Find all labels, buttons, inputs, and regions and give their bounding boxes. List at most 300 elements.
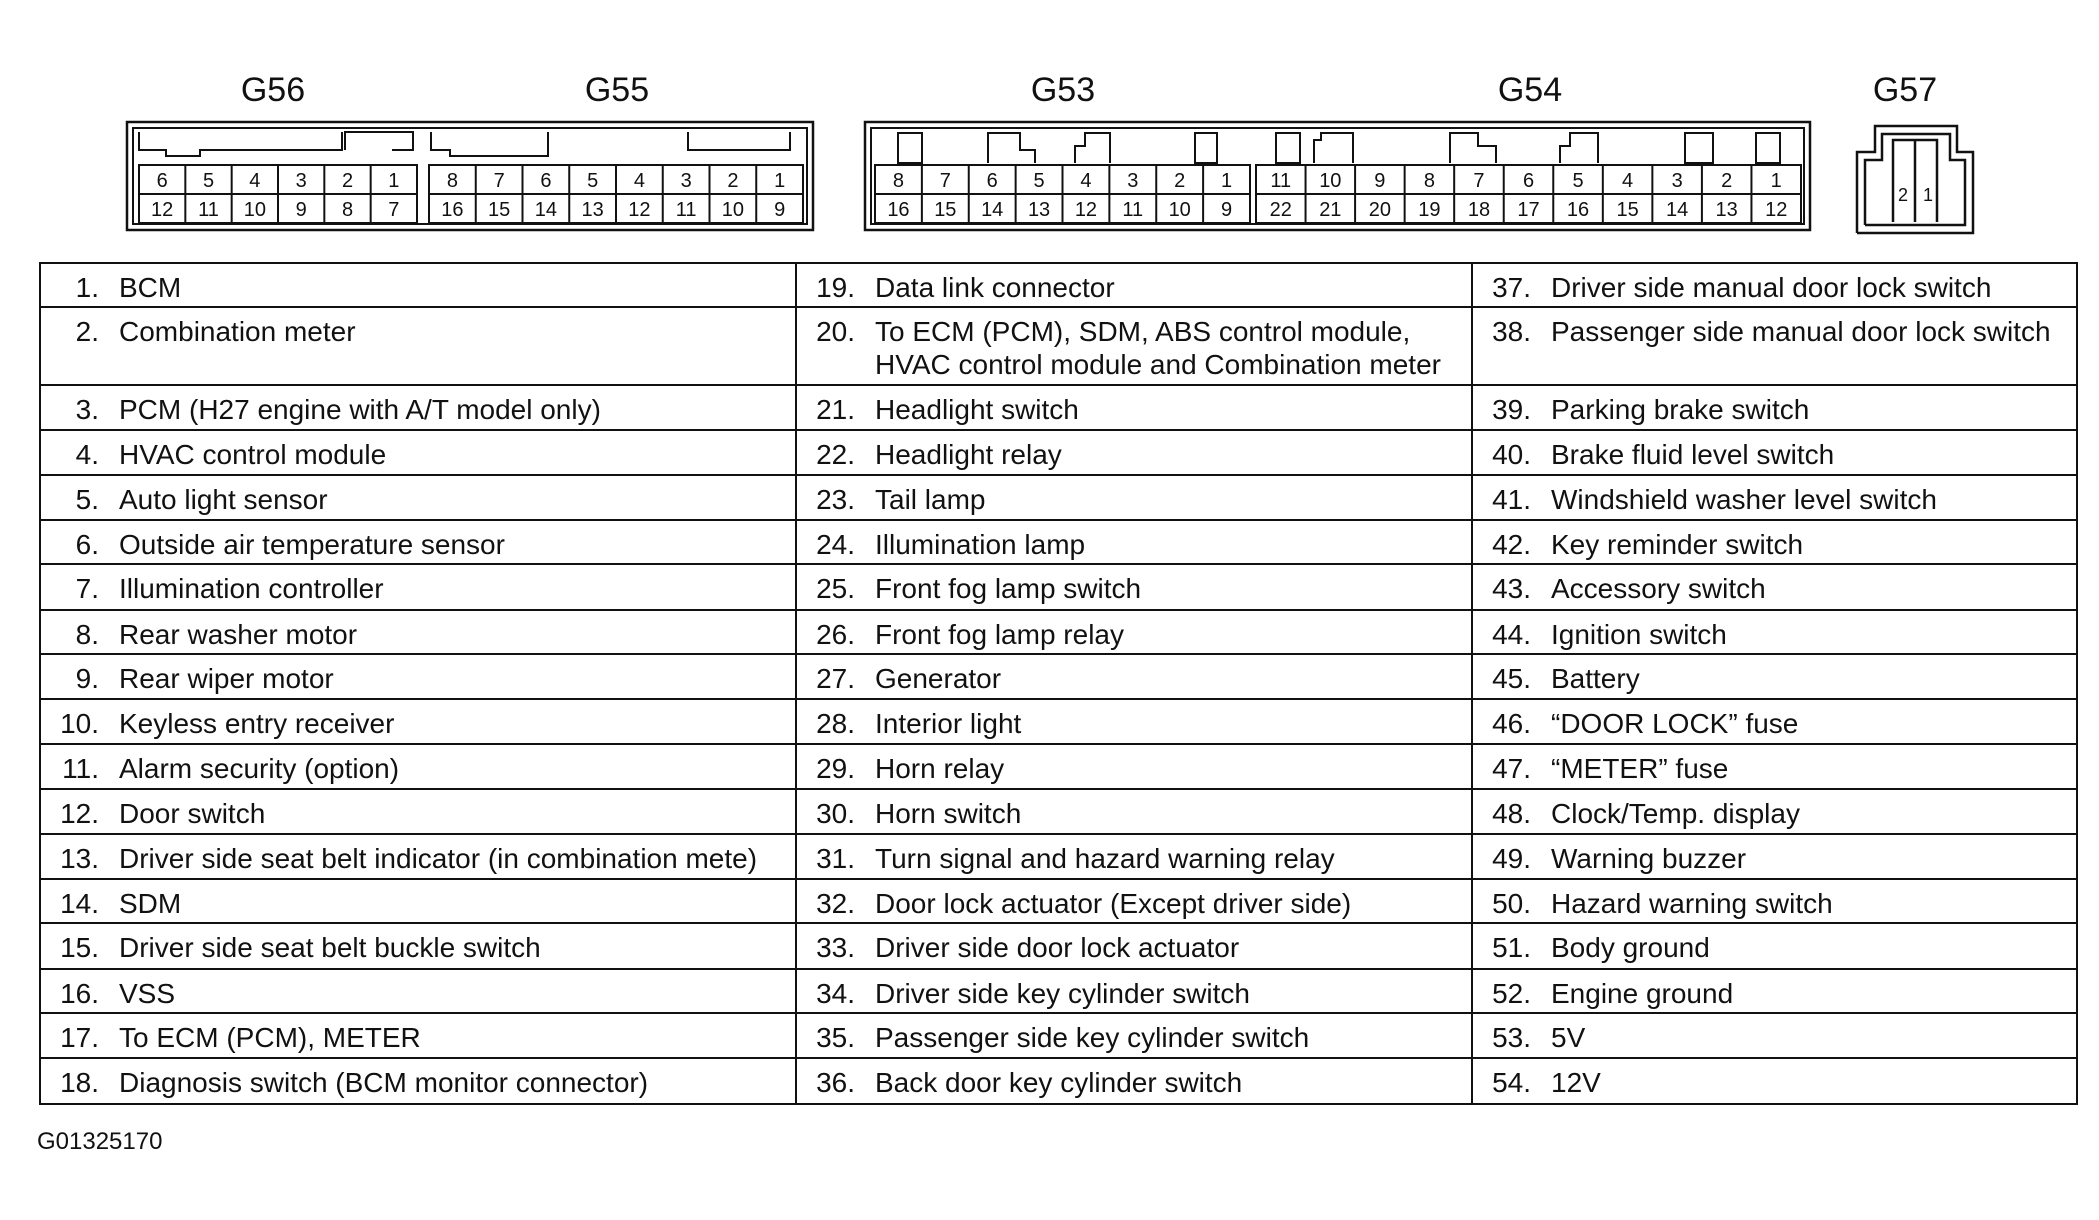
legend-item	[41, 655, 795, 695]
legend-cell	[796, 879, 1472, 923]
legend-label: Driver side key cylinder switch	[875, 977, 1250, 1009]
legend-label: Driver side seat belt buckle switch	[119, 932, 541, 964]
pin-number-g55: 12	[628, 199, 651, 221]
legend-number: 17.	[60, 1022, 99, 1053]
pin-number-g53: 9	[1221, 199, 1233, 221]
legend-cell	[1472, 263, 2077, 307]
legend-item	[41, 611, 795, 651]
legend-item	[1473, 521, 2076, 561]
legend-label: Auto light sensor	[119, 483, 328, 515]
pin-number-g55: 13	[581, 199, 604, 221]
legend-item	[1473, 970, 2076, 1010]
legend-item	[1473, 1059, 2076, 1099]
legend-label: Generator	[875, 663, 1002, 694]
legend-item	[797, 431, 1471, 471]
legend-label: Battery	[1551, 663, 1640, 694]
legend-item	[797, 835, 1471, 875]
legend-label: Driver side seat belt indicator (in combination mete)	[119, 842, 758, 874]
legend-item	[41, 431, 795, 471]
legend-item	[797, 565, 1471, 605]
legend-item	[1473, 611, 2076, 651]
legend-number: 46.	[1492, 708, 1531, 740]
pin-number-g53: 2	[1174, 170, 1186, 192]
legend-number: 21.	[816, 393, 855, 425]
pin-number-g54: 14	[1666, 199, 1689, 221]
legend-label: Turn signal and hazard warning relay	[875, 842, 1335, 874]
legend-item	[797, 924, 1471, 964]
legend-item	[797, 1014, 1471, 1054]
pin-number-g55: 14	[534, 199, 557, 221]
pin-number-g55: 7	[493, 170, 505, 192]
legend-row	[40, 385, 2077, 430]
legend-number: 45.	[1492, 663, 1531, 694]
legend-cell	[40, 1013, 796, 1058]
legend-cell	[796, 923, 1472, 968]
legend-cell	[1472, 610, 2077, 654]
legend-item	[1473, 1014, 2076, 1054]
legend-item	[1473, 924, 2076, 964]
legend-label: Clock/Temp. display	[1551, 798, 1800, 830]
legend-label: Front fog lamp switch	[875, 573, 1142, 605]
legend-cell	[40, 879, 796, 923]
legend-cell	[40, 1058, 796, 1104]
pin-number-g54: 7	[1473, 170, 1485, 192]
legend-number: 22.	[816, 439, 855, 471]
legend-label: Passenger side key cylinder switch	[875, 1022, 1310, 1053]
legend-number: 44.	[1492, 618, 1531, 650]
legend-label: PCM (H27 engine with A/T model only)	[119, 393, 601, 425]
legend-number: 16.	[60, 977, 99, 1009]
legend-item	[797, 1059, 1471, 1099]
pin-number-g53: 5	[1033, 170, 1045, 192]
pin-number-g55: 3	[680, 170, 692, 192]
legend-cell	[40, 475, 796, 520]
legend-row	[40, 879, 2077, 923]
legend-label: Driver side manual door lock switch	[1551, 272, 1992, 303]
legend-number: 32.	[816, 887, 855, 919]
connector-title-g56: G56	[240, 71, 306, 109]
legend-number: 18.	[60, 1067, 99, 1099]
legend-row	[40, 923, 2077, 968]
legend-cell	[796, 654, 1472, 699]
pin-number-g54: 22	[1269, 199, 1292, 221]
legend-number: 14.	[60, 887, 99, 919]
legend-cell	[796, 475, 1472, 520]
legend-number: 6.	[75, 528, 99, 560]
pin-number-g56: 8	[341, 199, 354, 221]
legend-row	[40, 1058, 2077, 1104]
legend-item	[1473, 308, 2076, 348]
legend-row	[40, 475, 2077, 520]
legend-label: HVAC control module	[119, 439, 387, 471]
legend-label: Door lock actuator (Except driver side)	[875, 887, 1352, 919]
legend-cell	[796, 430, 1472, 474]
legend-row	[40, 307, 2077, 384]
legend-item	[41, 835, 795, 875]
pin-number-g54: 3	[1671, 170, 1683, 192]
legend-cell	[1472, 879, 2077, 923]
legend-item	[41, 880, 795, 920]
pin-number-g57: 1	[1922, 185, 1934, 205]
figure-id: G01325170	[37, 1128, 163, 1155]
legend-number: 3.	[75, 393, 99, 425]
legend-item	[1473, 386, 2076, 426]
legend-label: Windshield washer level switch	[1551, 483, 1937, 515]
legend-item	[1473, 835, 2076, 875]
legend-item	[797, 521, 1471, 561]
legend-item	[1473, 431, 2076, 471]
legend-number: 9.	[75, 663, 99, 694]
pin-number-g53: 16	[887, 199, 910, 221]
legend-cell	[40, 923, 796, 968]
legend-item	[41, 790, 795, 830]
legend-item	[797, 970, 1471, 1010]
legend-row	[40, 969, 2077, 1013]
legend-item	[1473, 655, 2076, 695]
pin-number-g54: 20	[1368, 199, 1391, 221]
connector-title-g53: G53	[1030, 71, 1096, 109]
legend-label: Parking brake switch	[1551, 393, 1810, 425]
legend-number: 15.	[60, 932, 99, 964]
legend-item	[41, 476, 795, 516]
legend-item	[41, 308, 795, 348]
pin-number-g54: 21	[1319, 199, 1342, 221]
pin-number-g55: 9	[774, 199, 786, 221]
legend-item	[41, 745, 795, 785]
legend-row	[40, 744, 2077, 789]
legend-number: 19.	[816, 272, 855, 303]
legend-cell	[1472, 923, 2077, 968]
connector-title-g55: G55	[584, 71, 650, 109]
legend-item	[1473, 476, 2076, 516]
legend-item	[797, 745, 1471, 785]
legend-item	[797, 476, 1471, 516]
legend-number: 30.	[816, 798, 855, 830]
legend-cell	[1472, 969, 2077, 1013]
pin-grids	[139, 165, 1801, 223]
legend-cell	[796, 564, 1472, 609]
legend-cell	[40, 610, 796, 654]
legend-number: 52.	[1492, 977, 1531, 1009]
pin-number-g54: 4	[1622, 170, 1634, 192]
legend-cell	[40, 307, 796, 384]
legend-label: Headlight relay	[875, 439, 1062, 471]
legend-label: Brake fluid level switch	[1551, 439, 1835, 471]
legend-cell	[40, 263, 796, 307]
legend-row	[40, 520, 2077, 564]
legend-cell	[796, 1058, 1472, 1104]
legend-number: 1.	[75, 272, 99, 303]
pin-number-g55: 5	[587, 170, 599, 192]
pin-number-g53: 13	[1027, 199, 1051, 221]
pin-number-g54: 13	[1715, 199, 1738, 221]
legend-cell	[1472, 1013, 2077, 1058]
legend-label: Warning buzzer	[1551, 842, 1747, 874]
legend-number: 41.	[1492, 483, 1531, 515]
legend-cell	[796, 834, 1472, 879]
legend-number: 31.	[816, 842, 855, 874]
legend-number: 20.	[816, 316, 855, 348]
legend-label: BCM	[119, 272, 182, 303]
legend-item	[797, 611, 1471, 651]
legend-number: 25.	[816, 573, 855, 605]
pin-number-g55: 11	[675, 199, 697, 221]
legend-label: Outside air temperature sensor	[119, 528, 505, 560]
legend-number: 29.	[816, 752, 855, 784]
pin-number-g53: 7	[939, 170, 951, 192]
legend-cell	[40, 969, 796, 1013]
pin-number-g53: 3	[1127, 170, 1139, 192]
legend-number: 24.	[816, 528, 855, 560]
legend-number: 26.	[816, 618, 855, 650]
legend-row	[40, 1013, 2077, 1058]
legend-number: 40.	[1492, 439, 1531, 471]
legend-item	[1473, 700, 2076, 740]
legend-cell	[40, 385, 796, 430]
legend-row	[40, 699, 2077, 743]
pin-number-g54: 9	[1374, 170, 1386, 192]
legend-number: 49.	[1492, 842, 1531, 874]
legend-label: 5V	[1551, 1022, 1586, 1053]
legend-cell	[40, 789, 796, 833]
legend-cell	[1472, 789, 2077, 833]
legend-label: Alarm security (option)	[119, 752, 400, 784]
legend-label: Combination meter	[119, 316, 356, 348]
legend-cell	[1472, 564, 2077, 609]
pin-number-g53: 8	[892, 170, 904, 192]
legend-label: Tail lamp	[875, 483, 986, 515]
legend-item	[797, 880, 1471, 920]
legend-cell	[40, 430, 796, 474]
connector-diagram	[0, 0, 2099, 262]
legend-item	[797, 655, 1471, 695]
pin-number-g56: 10	[243, 199, 266, 221]
legend-label: Illumination controller	[119, 573, 384, 605]
legend-row	[40, 654, 2077, 699]
legend-label: Door switch	[119, 798, 266, 830]
pin-number-g54: 6	[1522, 170, 1535, 192]
legend-number: 23.	[816, 483, 855, 515]
legend-number: 48.	[1492, 798, 1531, 830]
pin-number-g55: 16	[441, 199, 464, 221]
legend-label: Engine ground	[1551, 977, 1734, 1009]
legend-label: Body ground	[1551, 932, 1710, 964]
legend-number: 28.	[816, 708, 855, 740]
legend-label: To ECM (PCM), SDM, ABS control module, HVAC control module and Combination meter	[875, 316, 1441, 381]
legend-label: Rear washer motor	[119, 618, 358, 650]
legend-number: 10.	[60, 708, 99, 740]
legend-number: 43.	[1492, 573, 1531, 605]
legend-number: 7.	[75, 573, 99, 605]
legend-label: Key reminder switch	[1551, 528, 1804, 560]
pin-number-g54: 5	[1572, 170, 1584, 192]
pin-number-g55: 15	[488, 199, 511, 221]
connector-title-g57: G57	[1872, 71, 1938, 109]
legend-label: “METER” fuse	[1551, 752, 1729, 784]
pin-number-g54: 18	[1467, 199, 1491, 221]
legend-item	[797, 386, 1471, 426]
pin-number-g56: 9	[295, 199, 307, 221]
legend-label: Diagnosis switch (BCM monitor connector)	[119, 1067, 649, 1099]
legend-row	[40, 834, 2077, 879]
legend-cell	[796, 610, 1472, 654]
legend-label: Horn switch	[875, 798, 1022, 830]
legend-item	[797, 790, 1471, 830]
legend-cell	[796, 1013, 1472, 1058]
legend-number: 51.	[1492, 932, 1531, 964]
pin-number-g54: 12	[1765, 199, 1788, 221]
pin-number-g57: 2	[1897, 185, 1909, 205]
legend-item	[1473, 745, 2076, 785]
legend-cell	[1472, 1058, 2077, 1104]
legend-cell	[796, 520, 1472, 564]
pin-number-g54: 10	[1319, 170, 1342, 192]
pin-number-g55: 4	[633, 170, 645, 192]
legend-label: “DOOR LOCK” fuse	[1551, 708, 1799, 740]
legend-cell	[1472, 654, 2077, 699]
pin-number-g56: 4	[249, 170, 261, 192]
legend-item	[41, 264, 795, 304]
pin-number-g53: 4	[1080, 170, 1092, 192]
pin-number-g56: 6	[156, 170, 168, 192]
legend-label: Hazard warning switch	[1551, 887, 1833, 919]
pin-number-g56: 12	[151, 199, 174, 221]
legend-label: Headlight switch	[875, 393, 1079, 425]
pin-number-g53: 12	[1074, 199, 1098, 221]
legend-number: 33.	[816, 932, 855, 964]
legend-cell	[1472, 834, 2077, 879]
legend-cell	[796, 307, 1472, 384]
pin-number-g53: 6	[986, 170, 998, 192]
legend-cell	[1472, 744, 2077, 789]
legend-label: Accessory switch	[1551, 573, 1766, 605]
pin-number-g56: 2	[341, 170, 354, 192]
pin-number-g54: 11	[1270, 170, 1292, 192]
legend-number: 54.	[1492, 1067, 1531, 1099]
legend-label: Ignition switch	[1551, 618, 1727, 650]
legend-cell	[796, 263, 1472, 307]
legend-label: Rear wiper motor	[119, 663, 334, 694]
legend-item	[1473, 880, 2076, 920]
pin-number-g55: 6	[540, 170, 552, 192]
legend-number: 38.	[1492, 316, 1531, 348]
legend-row	[40, 430, 2077, 474]
legend-cell	[40, 564, 796, 609]
legend-item	[41, 521, 795, 561]
legend-cell	[1472, 430, 2077, 474]
legend-cell	[796, 969, 1472, 1013]
legend-label: Front fog lamp relay	[875, 618, 1124, 650]
legend-label: Keyless entry receiver	[119, 708, 395, 740]
legend-number: 4.	[75, 439, 99, 471]
legend-item	[41, 700, 795, 740]
legend-row	[40, 610, 2077, 654]
pin-number-g56: 3	[295, 170, 307, 192]
legend-item	[1473, 565, 2076, 605]
legend-cell	[796, 385, 1472, 430]
legend-number: 53.	[1492, 1022, 1531, 1053]
legend-label: Passenger side manual door lock switch	[1551, 316, 2051, 348]
pin-number-g55: 8	[446, 170, 458, 192]
legend-number: 27.	[816, 663, 855, 694]
pin-number-g53: 14	[981, 199, 1004, 221]
pin-number-g54: 2	[1721, 170, 1733, 192]
legend-cell	[1472, 307, 2077, 384]
legend-number: 50.	[1492, 887, 1531, 919]
legend-item	[41, 386, 795, 426]
pin-number-g54: 19	[1418, 199, 1441, 221]
legend-number: 47.	[1492, 752, 1531, 784]
legend-number: 34.	[816, 977, 855, 1009]
legend-number: 5.	[75, 483, 99, 515]
legend-item	[41, 970, 795, 1010]
legend-label: Illumination lamp	[875, 528, 1086, 560]
legend-cell	[40, 520, 796, 564]
pin-number-g53: 15	[934, 199, 957, 221]
pin-number-g55: 2	[727, 170, 739, 192]
legend-label: 12V	[1551, 1067, 1601, 1099]
legend-label: Horn relay	[875, 752, 1005, 784]
pin-number-g56: 11	[198, 199, 219, 221]
legend-cell	[40, 699, 796, 743]
legend-item	[797, 264, 1471, 304]
legend-cell	[796, 744, 1472, 789]
legend-cell	[1472, 699, 2077, 743]
legend-cell	[796, 699, 1472, 743]
connector-title-g54: G54	[1497, 71, 1563, 109]
pin-number-g54: 17	[1517, 199, 1540, 221]
pin-number-g53: 10	[1168, 199, 1191, 221]
legend-number: 42.	[1492, 528, 1531, 560]
legend-label: Interior light	[875, 708, 1022, 740]
legend-number: 39.	[1492, 393, 1531, 425]
legend-cell	[40, 834, 796, 879]
pin-number-g55: 10	[721, 199, 744, 221]
legend-row	[40, 564, 2077, 609]
legend-label: Data link connector	[875, 272, 1115, 303]
legend-cell	[796, 789, 1472, 833]
pin-number-g56: 1	[388, 170, 400, 192]
legend-label: Driver side door lock actuator	[875, 932, 1240, 964]
legend-number: 37.	[1492, 272, 1531, 303]
component-legend	[39, 262, 2078, 1105]
legend-label: Back door key cylinder switch	[875, 1067, 1243, 1099]
legend-number: 11.	[62, 752, 99, 784]
legend-item	[41, 1014, 795, 1054]
legend-number: 2.	[75, 316, 99, 348]
legend-cell	[40, 744, 796, 789]
legend-label: To ECM (PCM), METER	[119, 1022, 421, 1053]
pin-number-g54: 16	[1566, 199, 1590, 221]
pin-number-g54: 1	[1770, 170, 1782, 192]
legend-item	[41, 565, 795, 605]
legend-cell	[40, 654, 796, 699]
legend-row	[40, 789, 2077, 833]
legend-row	[40, 263, 2077, 307]
legend-item	[1473, 264, 2076, 304]
legend-item	[797, 308, 1471, 381]
pin-number-g55: 1	[774, 170, 786, 192]
legend-cell	[1472, 520, 2077, 564]
legend-label: VSS	[119, 977, 176, 1009]
legend-number: 36.	[816, 1067, 855, 1099]
legend-item	[797, 700, 1471, 740]
pin-number-g53: 11	[1122, 199, 1144, 221]
legend-cell	[1472, 385, 2077, 430]
legend-cell	[1472, 475, 2077, 520]
legend-label: SDM	[119, 887, 182, 919]
legend-number: 35.	[816, 1022, 855, 1053]
